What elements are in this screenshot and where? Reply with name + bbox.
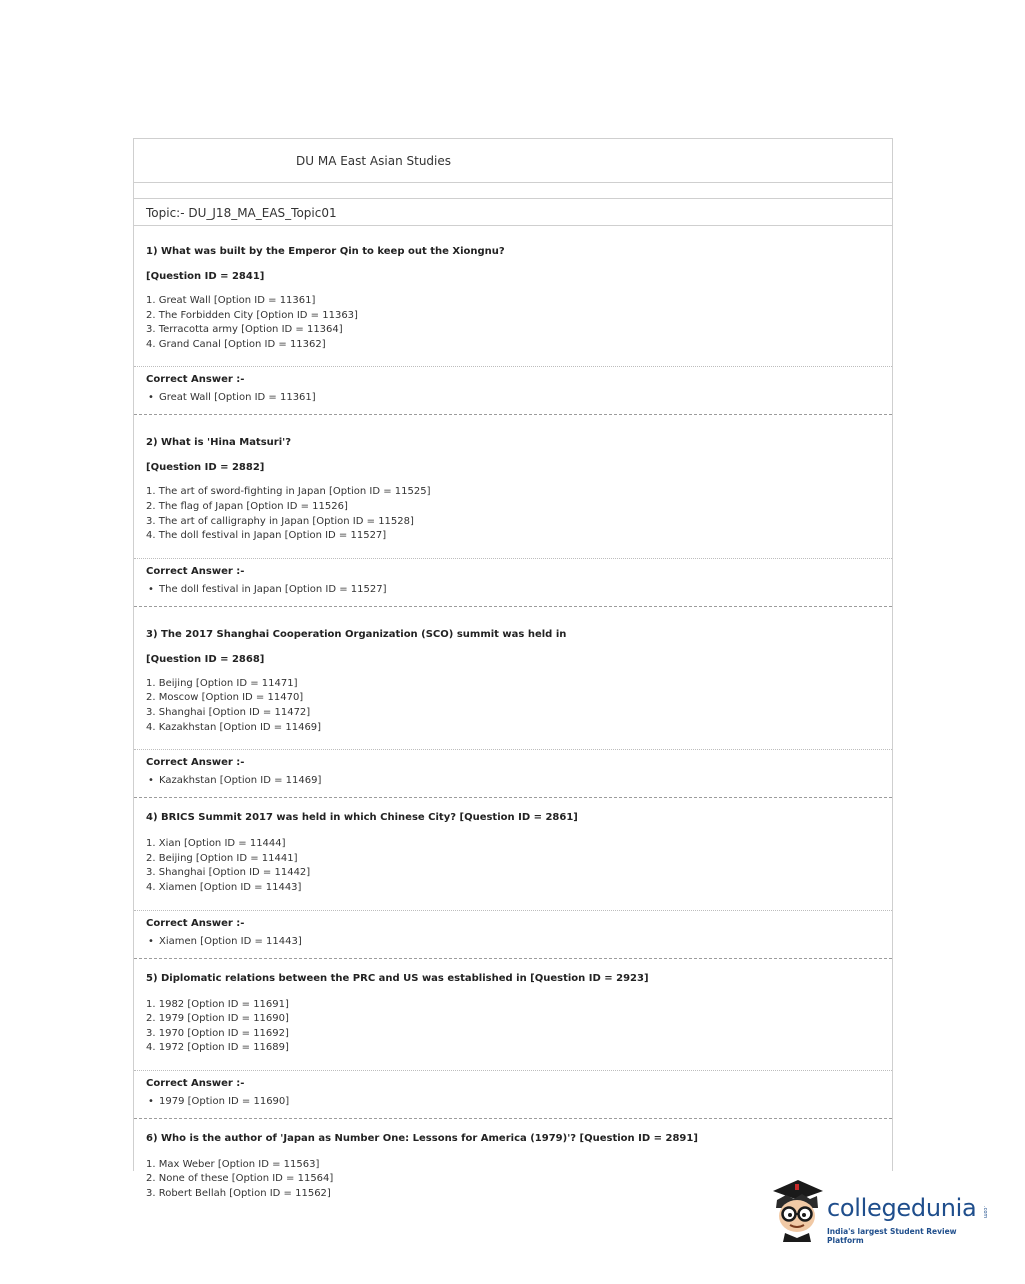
bullet-icon: • — [148, 392, 154, 404]
correct-answer-label: Correct Answer :- — [146, 917, 245, 929]
option-item: 2. Moscow [Option ID = 11470] — [146, 692, 304, 704]
correct-answer-value: • Kazakhstan [Option ID = 11469] — [148, 775, 322, 787]
option-list — [134, 837, 892, 895]
correct-answer-section — [134, 749, 892, 793]
correct-answer-label: Correct Answer :- — [146, 1077, 245, 1089]
spacer-row — [134, 183, 892, 199]
collegedunia-logo[interactable] — [768, 1178, 993, 1248]
option-item: 3. The art of calligraphy in Japan [Option ID = 11528] — [146, 515, 414, 527]
logo-tagline: India's largest Student Review Platform — [827, 1227, 957, 1245]
option-item: 1. Beijing [Option ID = 11471] — [146, 677, 298, 689]
bullet-icon: • — [148, 1095, 154, 1107]
correct-answer-value: • 1979 [Option ID = 11690] — [148, 1095, 290, 1107]
option-item: 4. Kazakhstan [Option ID = 11469] — [146, 721, 322, 733]
correct-answer-section — [134, 910, 892, 954]
option-item: 2. Beijing [Option ID = 11441] — [146, 852, 298, 864]
question-block — [134, 959, 892, 1119]
option-item: 3. 1970 [Option ID = 11692] — [146, 1027, 289, 1039]
logo-dotcom-text: .com — [982, 1206, 988, 1219]
correct-answer-label: Correct Answer :- — [146, 757, 245, 769]
question-id: [Question ID = 2868] — [146, 653, 265, 665]
option-item: 4. The doll festival in Japan [Option ID = 11527] — [146, 530, 387, 542]
correct-answer-section — [134, 1070, 892, 1114]
correct-answer-value: • Xiamen [Option ID = 11443] — [148, 935, 302, 947]
correct-answer-value: • The doll festival in Japan [Option ID = 11527] — [148, 583, 387, 595]
option-item: 1. Great Wall [Option ID = 11361] — [146, 295, 316, 306]
correct-answer-label: Correct Answer :- — [146, 565, 245, 577]
option-item: 4. 1972 [Option ID = 11689] — [146, 1042, 289, 1054]
question-text: 4) BRICS Summit 2017 was held in which Chinese City? [Question ID = 2861] — [146, 812, 578, 824]
logo-brand-text: collegedunia — [827, 1194, 977, 1222]
document-title: DU MA East Asian Studies — [296, 154, 452, 168]
option-list — [134, 485, 892, 543]
option-item: 3. Terracotta army [Option ID = 11364] — [146, 324, 343, 336]
option-item: 1. 1982 [Option ID = 11691] — [146, 998, 289, 1010]
question-text: 5) Diplomatic relations between the PRC and US was established in [Question ID = 2923] — [146, 972, 649, 984]
question-text: 1) What was built by the Emperor Qin to keep out the Xiongnu? — [146, 246, 505, 257]
option-item: 1. Xian [Option ID = 11444] — [146, 838, 286, 850]
option-list — [134, 998, 892, 1056]
mascot-icon — [768, 1178, 828, 1248]
question-text: 2) What is 'Hina Matsuri'? — [146, 437, 292, 449]
question-id: [Question ID = 2882] — [146, 462, 265, 474]
option-item: 1. Max Weber [Option ID = 11563] — [146, 1158, 320, 1170]
question-block — [134, 415, 892, 606]
option-item: 3. Shanghai [Option ID = 11472] — [146, 706, 311, 718]
correct-answer-section — [134, 366, 892, 410]
title-row — [134, 139, 892, 183]
correct-answer-label: Correct Answer :- — [146, 374, 245, 386]
option-item: 1. The art of sword-fighting in Japan [Option ID = 11525] — [146, 486, 431, 498]
option-item: 2. The flag of Japan [Option ID = 11526] — [146, 500, 348, 512]
correct-answer-section — [134, 558, 892, 602]
question-text: 3) The 2017 Shanghai Cooperation Organization (SCO) summit was held in — [146, 628, 567, 640]
topic-label: Topic:- DU_J18_MA_EAS_Topic01 — [134, 199, 892, 226]
option-list — [134, 677, 892, 735]
option-list — [134, 294, 892, 352]
correct-answer-value: • Great Wall [Option ID = 11361] — [148, 392, 316, 404]
option-item: 2. 1979 [Option ID = 11690] — [146, 1013, 289, 1025]
option-item: 2. None of these [Option ID = 11564] — [146, 1173, 334, 1185]
question-block — [134, 226, 892, 415]
question-text: 6) Who is the author of 'Japan as Number One: Lessons for America (1979)'? [Question ID = 2891] — [146, 1132, 698, 1144]
option-item: 2. The Forbidden City [Option ID = 11363] — [146, 309, 358, 321]
question-paper — [133, 138, 893, 1200]
question-block — [134, 607, 892, 798]
option-item: 4. Grand Canal [Option ID = 11362] — [146, 338, 326, 350]
bullet-icon: • — [148, 583, 154, 595]
question-id: [Question ID = 2841] — [146, 271, 265, 282]
option-item: 4. Xiamen [Option ID = 11443] — [146, 881, 302, 893]
question-block — [134, 798, 892, 958]
option-item: 3. Shanghai [Option ID = 11442] — [146, 867, 311, 879]
option-item: 3. Robert Bellah [Option ID = 11562] — [146, 1188, 331, 1200]
bullet-icon: • — [148, 775, 154, 787]
bullet-icon: • — [148, 935, 154, 947]
